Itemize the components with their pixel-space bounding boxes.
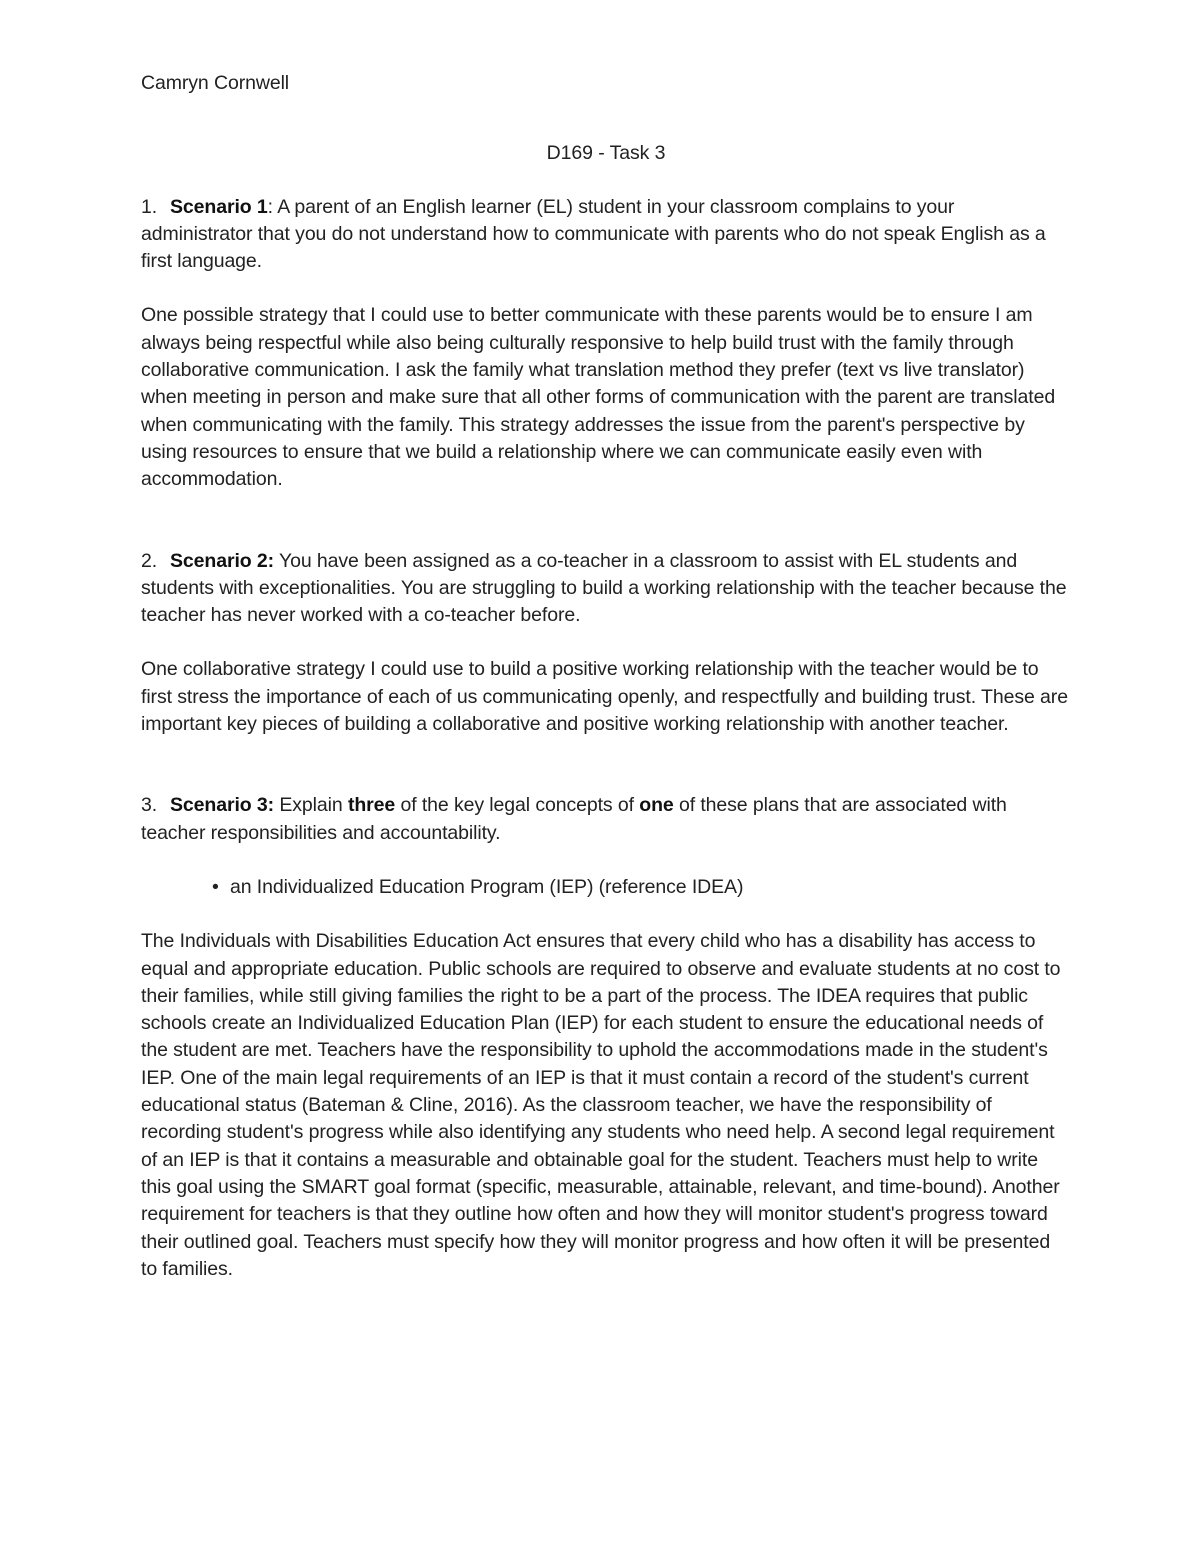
scenario-3-text-1: Explain (274, 794, 348, 817)
scenario-3-number: 3. (141, 794, 158, 817)
scenario-3-answer: The Individuals with Disabilities Education Act ensures that every child who has a disability has access to equal and appropriate education. Public schools are required to observe and evaluate students at no cost to their families, while still giving families the right to be a part of the process. The IDEA requires that public schools create an Individualized Education Plan (IEP) for each student to ensure the educational needs of the student are met. Teachers have the responsibility to uphold the accommodations made in the student's IEP. One of the main legal requirements of an IEP is that it must contain a record of the student's current educational status (Bateman & Cline, 2016). As the classroom teacher, we have the responsibility of recording student's progress while also identifying any students who need help. A second legal requirement of an IEP is that it contains a measurable and obtainable goal for the student. Teachers must help to write this goal using the SMART goal format (specific, measurable, attainable, relevant, and time-bound). Another requirement for teachers is that they outline how often and how they will monitor student's progress toward their outlined goal. Teachers must specify how they will monitor progress and how often it will be presented to families. (141, 930, 1061, 1280)
scenario-1-prompt (141, 194, 1071, 276)
scenario-1-answer: One possible strategy that I could use to better communicate with these parents would be to ensure I am always being respectful while also being culturally responsive to help build trust with the family through collaborative communication. I ask the family what translation method they prefer (text vs live translator) when meeting in person and make sure that all other forms of communication with the parent are translated when communicating with the family. This strategy addresses the issue from the parent's perspective by using resources to ensure that we build a relationship where we can communicate easily even with accommodation. (141, 304, 1056, 491)
scenario-1-label: Scenario 1 (170, 195, 268, 218)
scenario-3-text-3: of these plans that are associated with teacher responsibilities and accountability. (141, 794, 1007, 844)
scenario-3-bold-one: one (639, 794, 674, 817)
scenario-2-number: 2. (141, 549, 158, 572)
list-item (141, 874, 1071, 901)
scenario-2-text: You have been assigned as a co-teacher in a classroom to assist with EL students and students with exceptionalities. You are struggling to build a working relationship with the teacher because the teacher has never worked with a co-teacher before. (141, 549, 1067, 627)
scenario-2-answer: One collaborative strategy I could use to build a positive working relationship with the teacher would be to first stress the importance of each of us communicating openly, and respectfully and building trust. These are important key pieces of building a collaborative and positive working relationship with another teacher. (141, 658, 1068, 736)
document-body (141, 70, 1071, 1283)
scenario-2-prompt (141, 548, 1071, 630)
scenario-3-text-2: of the key legal concepts of (395, 794, 640, 817)
scenario-3-label: Scenario 3: (170, 794, 275, 817)
scenario-3-bullet-list (141, 874, 1071, 901)
scenario-3-prompt (141, 792, 1071, 847)
document-title: D169 - Task 3 (546, 142, 666, 165)
scenario-3-bold-three: three (347, 794, 396, 817)
scenario-1-text: : A parent of an English learner (EL) student in your classroom complains to your administrator that you do not understand how to communicate with parents who do not speak English as a first language. (141, 195, 1046, 273)
author-name: Camryn Cornwell (141, 72, 290, 94)
scenario-1-number: 1. (141, 195, 158, 218)
scenario-2-label: Scenario 2: (170, 549, 275, 572)
bullet-icon: • (212, 875, 219, 898)
bullet-text: an Individualized Education Program (IEP) (reference IDEA) (230, 875, 744, 898)
